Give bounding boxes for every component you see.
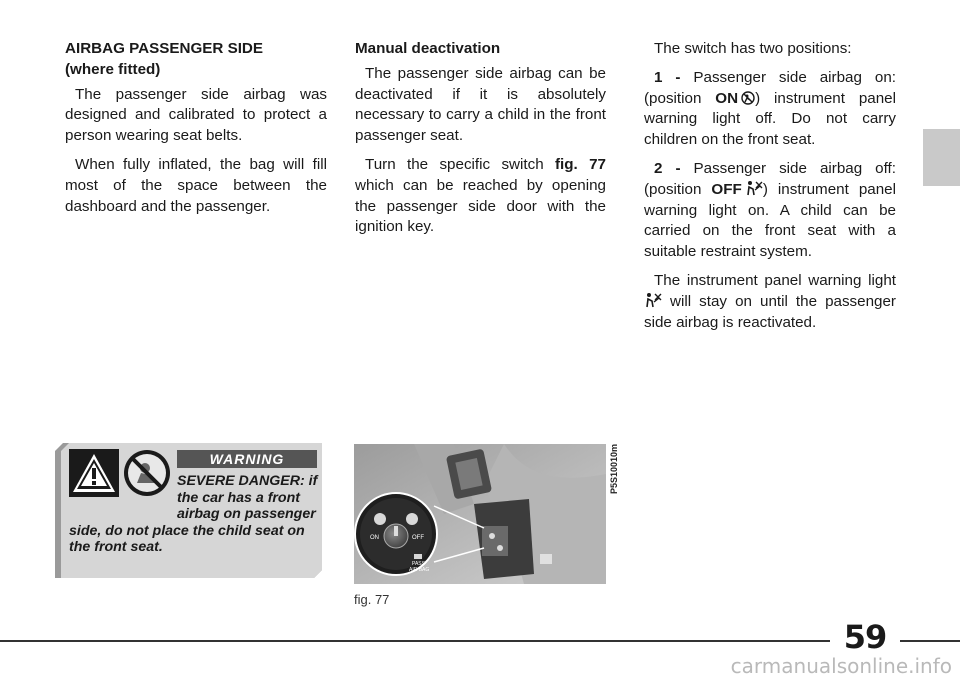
text-run: Passenger side airbag on: (position: [644, 68, 896, 107]
airbag-on-icon: [741, 91, 755, 105]
footer-rule: [0, 640, 960, 642]
text-run: which can be reached by opening the passenger side door with the ignition key.: [355, 176, 606, 236]
warning-lead: SEVERE DANGER:: [177, 473, 305, 489]
icon-spacer: [69, 473, 177, 507]
figure-77-photo: [354, 444, 606, 584]
column-airbag-passenger-side: [65, 39, 327, 225]
switch-on-label: ON: [370, 535, 379, 541]
figure-code: P5S10010m: [609, 444, 619, 495]
section-subheading: (where fitted): [65, 60, 161, 78]
page-number: 59: [843, 618, 887, 656]
airbag-switch-illustration: [354, 444, 606, 584]
paragraph: The passenger side airbag can be deactivated if it is absolutely necessary to carry a child in the front passenger seat.: [355, 64, 606, 145]
airbag-off-icon: [745, 180, 763, 196]
section-heading: AIRBAG PASSENGER SIDE: [65, 40, 264, 57]
figure-caption: fig. 77: [354, 592, 390, 607]
text-run: will stay on until the passenger side airbag is reactivated.: [644, 292, 896, 331]
warning-label: WARNING: [177, 450, 317, 468]
switch-airbag-label: AIR BAG: [409, 567, 430, 573]
list-item-position-2: [644, 159, 896, 263]
position-off-label: OFF: [711, 180, 742, 198]
text-run: Turn the specific switch: [365, 155, 555, 173]
paragraph: When fully inflated, the bag will fill most of the space between the dashboard and the passenger.: [65, 155, 327, 215]
text-run: Passenger side airbag off: (position: [644, 159, 896, 198]
column-switch-positions: [644, 39, 896, 341]
text-run: The instrument panel warning light: [654, 271, 896, 289]
paragraph: The switch has two positions:: [654, 40, 852, 57]
chapter-tab: [923, 129, 960, 186]
airbag-off-warning-light-icon: [644, 292, 662, 308]
column-manual-deactivation: [355, 39, 606, 246]
item-number: 1 -: [654, 68, 681, 86]
paragraph: [355, 155, 606, 238]
list-item-position-1: [644, 68, 896, 151]
paragraph: The passenger side airbag was designed and calibrated to protect a person wearing seat belts.: [65, 85, 327, 145]
position-on-label: ON: [715, 89, 739, 107]
switch-pass-label: PASS: [412, 561, 425, 567]
watermark-link[interactable]: carmanualsonline.info: [730, 654, 952, 678]
text-run: ) instrument panel warning light off. Do not carry children on the front seat.: [644, 89, 896, 149]
paragraph: [644, 271, 896, 333]
warning-body: if the car has a front airbag on passenger side, do not place the child seat on the front seat.: [69, 473, 318, 556]
switch-off-label: OFF: [412, 535, 424, 541]
figure-reference: fig. 77: [554, 155, 606, 173]
item-number: 2 -: [654, 159, 681, 177]
text-run: ) instrument panel warning light on. A child can be carried on the front seat with a suitable restraint system.: [644, 180, 896, 261]
warning-box: [55, 443, 322, 578]
section-heading: Manual deactivation: [355, 40, 501, 57]
warning-text: [69, 473, 319, 556]
